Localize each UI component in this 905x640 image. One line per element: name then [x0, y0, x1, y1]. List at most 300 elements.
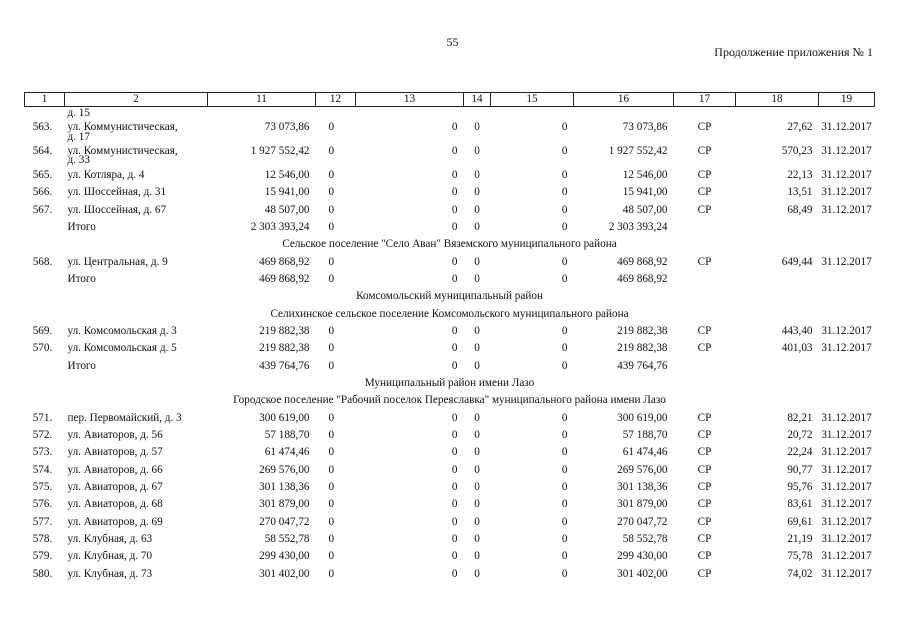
value-col12: 0: [328, 324, 335, 337]
address-cell: [65, 166, 208, 183]
table-row: [25, 201, 875, 218]
date-col19: [819, 357, 875, 374]
code-col17: СР: [697, 550, 712, 563]
row-number: 566.: [32, 186, 53, 199]
value-col14: 0: [474, 463, 480, 476]
value-col18: 83,61: [787, 498, 813, 511]
value-col13: 0: [451, 121, 458, 134]
date-col19: 31.12.2017: [821, 411, 872, 424]
value-col12: 0: [328, 359, 335, 372]
value-col15: 0: [561, 144, 568, 157]
value-col13: 0: [451, 481, 458, 494]
value-col14: 0: [474, 498, 480, 511]
value-col14: 0: [474, 186, 480, 199]
total-label: Итого: [67, 359, 96, 372]
date-col19: [819, 218, 875, 235]
table-body: [25, 107, 875, 583]
value-col12: 0: [328, 481, 335, 494]
date-col19: 31.12.2017: [821, 463, 872, 476]
value-col18: 401,03: [781, 342, 813, 355]
code-col17: СР: [697, 411, 712, 424]
value-col15: 0: [561, 272, 568, 285]
total-row: [25, 357, 875, 374]
total-label: Итого: [67, 220, 96, 233]
amount-col16: 48 507,00: [622, 203, 668, 216]
address-line: ул. Котляра, д. 4: [67, 168, 145, 181]
date-col19: 31.12.2017: [821, 498, 872, 511]
value-col15: 0: [561, 463, 568, 476]
value-col18: 570,23: [781, 144, 813, 157]
header-cell: 18: [736, 93, 819, 107]
value-col12: 0: [328, 186, 335, 199]
value-col18: 21,19: [787, 533, 813, 546]
table-row: [25, 443, 875, 460]
code-col17: [674, 218, 736, 235]
table-row: [25, 461, 875, 478]
address-cell: [65, 513, 208, 530]
amount-col16: 469 868,92: [617, 255, 668, 268]
value-col12: 0: [328, 515, 335, 528]
date-col19: 31.12.2017: [821, 324, 872, 337]
address-line: ул. Шоссейная, д. 67: [67, 203, 167, 216]
section-heading-row: [25, 374, 875, 391]
date-col19: 31.12.2017: [821, 481, 872, 494]
amount-col11: 48 507,00: [264, 203, 310, 216]
address-cell: [65, 443, 208, 460]
amount-col11: 1 927 552,42: [250, 144, 310, 157]
address-line: ул. Комсомольская д. 3: [67, 324, 177, 337]
value-col18: [736, 357, 819, 374]
address-line: ул. Авиаторов, д. 56: [67, 429, 163, 442]
value-col12: 0: [328, 121, 335, 134]
value-col14: 0: [474, 446, 480, 459]
row-number: 571.: [32, 411, 53, 424]
value-col13: 0: [451, 220, 458, 233]
row-number: 568.: [32, 255, 53, 268]
address-line: ул. Шоссейная, д. 31: [67, 186, 167, 199]
value-col12: 0: [328, 203, 335, 216]
address-cell: [65, 426, 208, 443]
value-col13: 0: [451, 203, 458, 216]
total-row: [25, 270, 875, 287]
date-col19: 31.12.2017: [821, 533, 872, 546]
amount-col16: 58 552,78: [622, 533, 668, 546]
total-label: Итого: [67, 272, 96, 285]
amount-col16: 269 576,00: [617, 463, 668, 476]
value-col13: 0: [451, 550, 458, 563]
value-col12: 0: [328, 429, 335, 442]
code-col17: СР: [697, 168, 712, 181]
value-col18: 68,49: [787, 203, 813, 216]
table-row: [25, 253, 875, 270]
value-col12: 0: [328, 342, 335, 355]
amount-col11: 299 430,00: [259, 550, 310, 563]
address-line: ул. Авиаторов, д. 57: [67, 446, 163, 459]
amount-col16: 219 882,38: [617, 324, 668, 337]
amount-col16: 1 927 552,42: [608, 144, 668, 157]
value-col15: 0: [561, 515, 568, 528]
value-col14: 0: [474, 144, 480, 157]
value-col13: 0: [451, 342, 458, 355]
address-line: ул. Коммунистическая,: [67, 121, 178, 134]
value-col13: 0: [451, 463, 458, 476]
code-col17: [674, 270, 736, 287]
value-col13: 0: [451, 429, 458, 442]
table-row: [25, 547, 875, 564]
value-col15: 0: [561, 203, 568, 216]
address-line: д. 17: [67, 130, 90, 143]
value-col15: 0: [561, 121, 568, 134]
amount-col16: 299 430,00: [617, 550, 668, 563]
address-line: ул. Клубная, д. 70: [67, 550, 153, 563]
page-number: 55: [446, 35, 459, 49]
row-number: [25, 270, 65, 287]
value-col18: 82,21: [787, 411, 813, 424]
value-col14: 0: [474, 429, 480, 442]
value-col18: 75,78: [787, 550, 813, 563]
address-cell: [65, 478, 208, 495]
amount-col16: 2 303 393,24: [608, 220, 668, 233]
address-cell: [65, 183, 208, 200]
table-row: [25, 409, 875, 426]
address-line: ул. Центральная, д. 9: [67, 255, 168, 268]
code-col17: СР: [697, 446, 712, 459]
value-col18: 22,13: [787, 168, 813, 181]
amount-col16: 469 868,92: [617, 272, 668, 285]
value-col15: 0: [561, 567, 568, 580]
amount-col16: 300 619,00: [617, 411, 668, 424]
amount-col11: 269 576,00: [259, 463, 310, 476]
register-table: [24, 92, 875, 582]
row-number: 573.: [32, 446, 53, 459]
amount-col16: 301 138,36: [617, 481, 668, 494]
section-heading: Городское поселение "Рабочий поселок Переяславка" муниципального района имени Лазо: [233, 394, 666, 407]
value-col14: 0: [474, 121, 480, 134]
amount-col11: 73 073,86: [264, 121, 310, 134]
header-cell: 12: [316, 93, 356, 107]
address-continuation: д. 15: [67, 107, 90, 119]
row-number: 580.: [32, 567, 53, 580]
value-col14: 0: [474, 481, 480, 494]
date-col19: 31.12.2017: [821, 203, 872, 216]
table-row: [25, 119, 875, 142]
row-number: [25, 357, 65, 374]
row-number: 575.: [32, 481, 53, 494]
value-col18: 69,61: [787, 515, 813, 528]
value-col12: 0: [328, 567, 335, 580]
date-col19: 31.12.2017: [821, 121, 872, 134]
value-col15: 0: [561, 429, 568, 442]
address-cell: [65, 530, 208, 547]
value-col15: 0: [561, 446, 568, 459]
value-col12: 0: [328, 533, 335, 546]
value-col13: 0: [451, 324, 458, 337]
table-row: [25, 478, 875, 495]
value-col14: 0: [474, 342, 480, 355]
row-number: 564.: [32, 144, 53, 157]
section-heading: Селихинское сельское поселение Комсомольского муниципального района: [270, 307, 629, 320]
address-cell: [65, 547, 208, 564]
value-col18: 20,72: [787, 429, 813, 442]
amount-col11: 219 882,38: [259, 342, 310, 355]
address-cell: [65, 495, 208, 512]
amount-col11: 57 188,70: [264, 429, 310, 442]
value-col12: 0: [328, 168, 335, 181]
date-col19: 31.12.2017: [821, 342, 872, 355]
amount-col11: 15 941,00: [264, 186, 310, 199]
value-col13: 0: [451, 272, 458, 285]
amount-col11: 301 402,00: [259, 567, 310, 580]
row-number: 576.: [32, 498, 53, 511]
header-cell: 1: [25, 93, 65, 107]
value-col15: 0: [561, 550, 568, 563]
code-col17: СР: [697, 324, 712, 337]
table-row: [25, 426, 875, 443]
header-cell: 14: [464, 93, 491, 107]
section-heading: Муниципальный район имени Лазо: [364, 377, 535, 389]
date-col19: 31.12.2017: [821, 168, 872, 181]
section-heading-row: [25, 391, 875, 408]
value-col14: 0: [474, 550, 480, 563]
value-col14: 0: [474, 533, 480, 546]
row-number: 577.: [32, 515, 53, 528]
section-heading: Комсомольский муниципальный район: [356, 290, 543, 303]
value-col15: 0: [561, 255, 568, 268]
value-col15: 0: [561, 481, 568, 494]
amount-col11: 61 474,46: [264, 446, 310, 459]
date-col19: 31.12.2017: [821, 567, 872, 580]
value-col18: 22,24: [787, 446, 813, 459]
address-cell: [65, 253, 208, 270]
code-col17: СР: [697, 121, 712, 134]
row-number: 567.: [32, 203, 53, 216]
date-col19: 31.12.2017: [821, 429, 872, 442]
value-col13: 0: [451, 533, 458, 546]
header-cell: 15: [491, 93, 574, 107]
value-col15: 0: [561, 168, 568, 181]
value-col18: [736, 270, 819, 287]
date-col19: 31.12.2017: [821, 255, 872, 268]
value-col12: 0: [328, 498, 335, 511]
row-number: 578.: [32, 533, 53, 546]
value-col13: 0: [451, 411, 458, 424]
amount-col11: 58 552,78: [264, 533, 310, 546]
section-heading: Сельское поселение "Село Аван" Вяземского муниципального района: [282, 238, 617, 251]
date-col19: 31.12.2017: [821, 186, 872, 199]
address-line: ул. Клубная, д. 63: [67, 533, 153, 546]
code-col17: СР: [697, 203, 712, 216]
table-row: [25, 339, 875, 356]
amount-col11: 300 619,00: [259, 411, 310, 424]
value-col12: 0: [328, 255, 335, 268]
value-col12: 0: [328, 272, 335, 285]
address-line: пер. Первомайский, д. 3: [67, 411, 182, 424]
code-col17: СР: [697, 342, 712, 355]
value-col13: 0: [451, 168, 458, 181]
value-col13: 0: [451, 255, 458, 268]
table-row: [25, 143, 875, 166]
row-number: 579.: [32, 550, 53, 563]
table-row: [25, 530, 875, 547]
code-col17: СР: [697, 144, 712, 157]
date-col19: 31.12.2017: [821, 550, 872, 563]
date-col19: 31.12.2017: [821, 144, 872, 157]
date-col19: 31.12.2017: [821, 515, 872, 528]
date-col19: 31.12.2017: [821, 446, 872, 459]
row-number: 570.: [32, 342, 53, 355]
amount-col16: 439 764,76: [617, 359, 668, 372]
value-col13: 0: [451, 446, 458, 459]
address-line: ул. Авиаторов, д. 66: [67, 463, 163, 476]
value-col14: 0: [474, 515, 480, 528]
amount-col16: 73 073,86: [622, 121, 668, 134]
amount-col16: 301 402,00: [617, 567, 668, 580]
header-cell: 13: [356, 93, 464, 107]
code-col17: СР: [697, 429, 712, 442]
table-row: [25, 513, 875, 530]
address-cell: [65, 409, 208, 426]
value-col14: 0: [474, 567, 480, 580]
value-col12: 0: [328, 144, 335, 157]
address-cell: [65, 339, 208, 356]
value-col18: [736, 218, 819, 235]
amount-col16: 219 882,38: [617, 342, 668, 355]
value-col15: 0: [561, 498, 568, 511]
value-col13: 0: [451, 567, 458, 580]
code-col17: СР: [697, 186, 712, 199]
amount-col16: 12 546,00: [622, 168, 668, 181]
appendix-continuation-note: Продолжение приложения № 1: [714, 45, 873, 59]
header-cell: 11: [208, 93, 316, 107]
value-col14: 0: [474, 203, 480, 216]
value-col14: 0: [474, 272, 480, 285]
value-col14: 0: [474, 220, 480, 233]
amount-col16: 15 941,00: [622, 186, 668, 199]
code-col17: СР: [697, 463, 712, 476]
value-col15: 0: [561, 359, 568, 372]
table-row: [25, 495, 875, 512]
value-col12: 0: [328, 463, 335, 476]
value-col18: 13,51: [787, 186, 813, 199]
value-col14: 0: [474, 359, 480, 372]
amount-col11: 12 546,00: [264, 168, 310, 181]
value-col15: 0: [561, 533, 568, 546]
amount-col16: 61 474,46: [622, 446, 668, 459]
value-col18: 443,40: [781, 324, 813, 337]
address-cell: [65, 143, 208, 166]
amount-col11: 301 138,36: [259, 481, 310, 494]
amount-col11: 469 868,92: [259, 255, 310, 268]
address-line: ул. Авиаторов, д. 67: [67, 481, 163, 494]
header-cell: 19: [819, 93, 875, 107]
address-cell: [65, 461, 208, 478]
value-col15: 0: [561, 324, 568, 337]
section-heading-row: [25, 235, 875, 252]
code-col17: СР: [697, 255, 712, 268]
row-number: 563.: [32, 121, 53, 134]
amount-col11: 439 764,76: [259, 359, 310, 372]
value-col13: 0: [451, 186, 458, 199]
amount-col16: 57 188,70: [622, 429, 668, 442]
value-col13: 0: [451, 498, 458, 511]
table-row: [25, 183, 875, 200]
code-col17: СР: [697, 567, 712, 580]
value-col12: 0: [328, 220, 335, 233]
value-col15: 0: [561, 342, 568, 355]
section-heading-row: [25, 305, 875, 322]
amount-col11: 270 047,72: [259, 515, 310, 528]
address-cell: [65, 119, 208, 142]
row-number: 572.: [32, 429, 53, 442]
value-col12: 0: [328, 411, 335, 424]
address-cell: [65, 565, 208, 582]
header-row: [25, 93, 875, 107]
address-line: ул. Коммунистическая,: [67, 144, 178, 157]
address-cell: [65, 322, 208, 339]
amount-col11: 469 868,92: [259, 272, 310, 285]
section-heading-row: [25, 287, 875, 304]
address-line: ул. Авиаторов, д. 68: [67, 498, 163, 511]
value-col18: 90,77: [787, 463, 813, 476]
value-col18: 649,44: [781, 255, 813, 268]
header-cell: 2: [65, 93, 208, 107]
amount-col16: 301 879,00: [617, 498, 668, 511]
value-col12: 0: [328, 550, 335, 563]
row-number: 574.: [32, 463, 53, 476]
amount-col11: 2 303 393,24: [250, 220, 310, 233]
value-col15: 0: [561, 411, 568, 424]
date-col19: [819, 270, 875, 287]
value-col15: 0: [561, 186, 568, 199]
address-cell: [65, 201, 208, 218]
value-col14: 0: [474, 255, 480, 268]
code-col17: [674, 357, 736, 374]
amount-col11: 219 882,38: [259, 324, 310, 337]
value-col14: 0: [474, 411, 480, 424]
table-row: [25, 166, 875, 183]
row-number: 569.: [32, 324, 53, 337]
value-col14: 0: [474, 324, 480, 337]
table-row: [25, 565, 875, 582]
code-col17: СР: [697, 481, 712, 494]
value-col13: 0: [451, 359, 458, 372]
address-line: ул. Авиаторов, д. 69: [67, 515, 163, 528]
amount-col11: 301 879,00: [259, 498, 310, 511]
address-line: д. 33: [67, 154, 90, 166]
value-col15: 0: [561, 220, 568, 233]
address-line: ул. Комсомольская д. 5: [67, 342, 177, 355]
table-row: [25, 322, 875, 339]
value-col12: 0: [328, 446, 335, 459]
value-col18: 95,76: [787, 481, 813, 494]
code-col17: СР: [697, 498, 712, 511]
header-cell: 16: [574, 93, 674, 107]
row-number: [25, 218, 65, 235]
header-cell: 17: [674, 93, 736, 107]
value-col13: 0: [451, 144, 458, 157]
address-line: ул. Клубная, д. 73: [67, 567, 153, 580]
amount-col16: 270 047,72: [617, 515, 668, 528]
row-number: 565.: [32, 168, 53, 181]
code-col17: СР: [697, 533, 712, 546]
value-col14: 0: [474, 168, 480, 181]
code-col17: СР: [697, 515, 712, 528]
total-row: [25, 218, 875, 235]
continuation-row: [25, 107, 875, 120]
value-col18: 74,02: [787, 567, 813, 580]
value-col13: 0: [451, 515, 458, 528]
value-col18: 27,62: [787, 121, 813, 134]
